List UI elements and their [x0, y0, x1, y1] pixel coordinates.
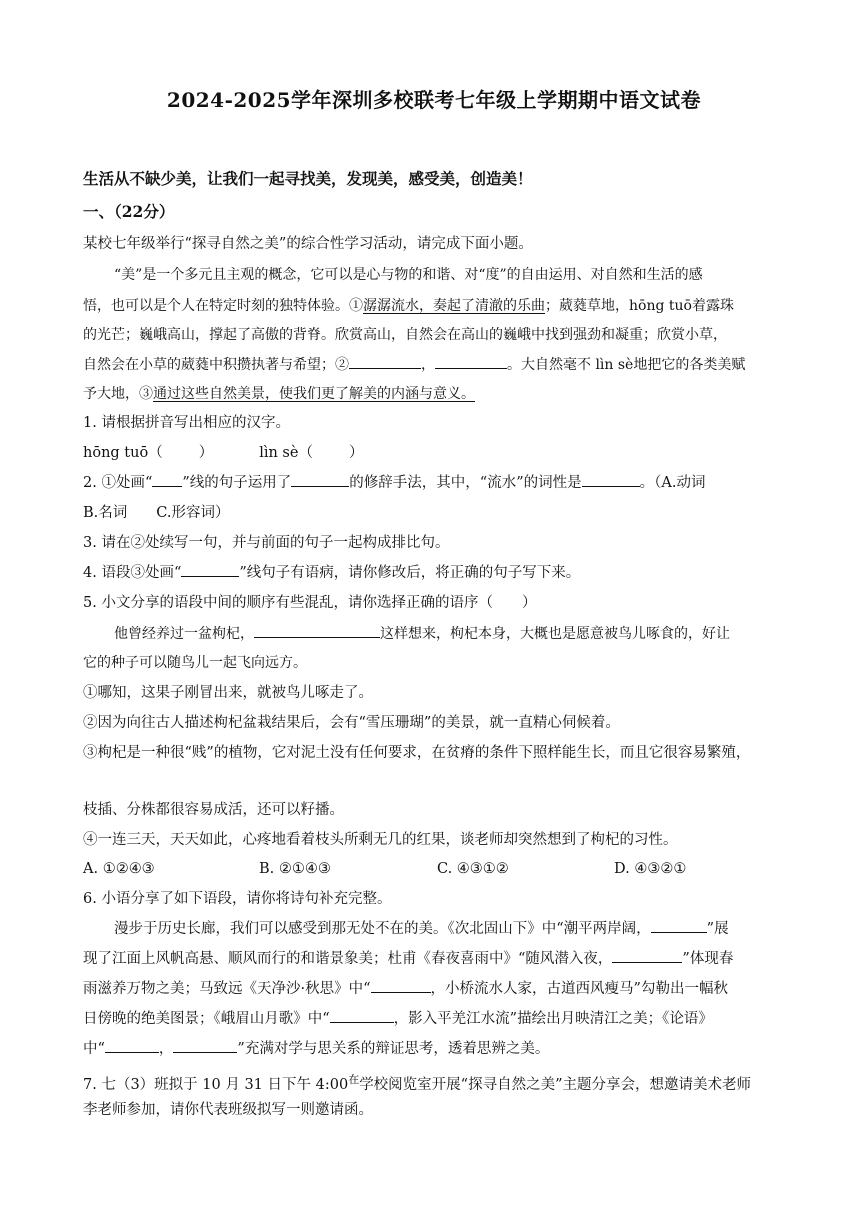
option-b[interactable]: B. ②①④③ — [259, 861, 331, 877]
passage-line-1: “美”是一个多元且主观的概念，它可以是心与物的和谐、对“度”的自由运用、对自然和生活的感 — [114, 267, 703, 283]
passage-line-3: 的光芒；巍峨高山，撑起了高傲的背脊。欣赏高山，自然会在高山的巍峨中找到强劲和凝重；欣赏小草， — [83, 327, 727, 343]
underlined-sentence-3: 通过这些自然美景，使我们更了解美的内涵与意义。 — [153, 386, 475, 402]
section-heading: 一、（22分） — [83, 202, 175, 221]
question-6: 6. 小语分享了如下语段，请你将诗句补充完整。 — [83, 891, 392, 907]
question-7-continued: 李老师参加，请你代表班级拟写一则邀请函。 — [83, 1102, 373, 1118]
passage-line-4: 自然会在小草的葳蕤中积攒执著与希望；② ， 。大自然毫不 lìn sè地把它的各类美赋 — [83, 354, 793, 376]
answer-blank[interactable] — [651, 918, 707, 933]
question-2-options: B.名词 C.形容词） — [83, 505, 230, 521]
answer-blank[interactable] — [330, 1008, 394, 1023]
answer-blank[interactable] — [152, 472, 182, 487]
question-6-line-3: 雨滋养万物之美；马致远《天净沙·秋思》中“ ，小桥流水人家，古道西风瘦马”勾勒出一幅秋 — [83, 978, 793, 1000]
page-title: 2024-2025学年深圳多校联考七年级上学期期中语文试卷 — [166, 88, 702, 112]
sentence-1: ①哪知，这果子刚冒出来，就被鸟儿啄走了。 — [83, 685, 373, 701]
answer-blank[interactable] — [173, 1038, 237, 1053]
passage-line-5: 予大地，③通过这些自然美景，使我们更了解美的内涵与意义。 — [83, 386, 475, 402]
answer-blank[interactable] — [105, 1038, 159, 1053]
answer-blank[interactable] — [582, 472, 640, 487]
question-1-pinyin: hōng tuō（ ） lìn sè（ ） — [83, 445, 364, 461]
question-5-text-line-2: 它的种子可以随鸟儿一起飞向远方。 — [83, 655, 307, 671]
answer-blank[interactable] — [349, 354, 421, 369]
underlined-sentence-1: 潺潺流水，奏起了清澈的乐曲 — [363, 298, 545, 314]
question-5-text-line-1: 他曾经养过一盆枸杞， 这样想来，枸杞本身，大概也是愿意被鸟儿啄食的，好让 — [114, 623, 794, 645]
question-1: 1. 请根据拼音写出相应的汉字。 — [83, 415, 290, 431]
answer-blank[interactable] — [254, 623, 380, 638]
question-6-line-1: 漫步于历史长廊，我们可以感受到那无处不在的美。《次北固山下》中“潮平两岸阔， ”展 — [114, 918, 794, 940]
intro-text: 某校七年级举行“探寻自然之美”的综合性学习活动，请完成下面小题。 — [83, 236, 533, 252]
answer-blank[interactable] — [371, 978, 431, 993]
answer-blank[interactable] — [291, 472, 349, 487]
sentence-4: ④一连三天，天天如此，心疼地看着枝头所剩无几的红果，谈老师却突然想到了枸杞的习性。 — [83, 832, 678, 848]
sentence-3: ③枸杞是一种很“贱”的植物，它对泥土没有任何要求，在贫瘠的条件下照样能生长，而且它很容易繁殖， — [83, 745, 751, 761]
answer-blank[interactable] — [612, 948, 682, 963]
sentence-2: ②因为向往古人描述枸杞盆栽结果后，会有“雪压珊瑚”的美景，就一直精心伺候着。 — [83, 715, 620, 731]
option-d[interactable]: D. ④③②① — [614, 861, 687, 877]
question-4: 4. 语段③处画“ ”线句子有语病，请你修改后，将正确的句子写下来。 — [83, 562, 793, 584]
passage-line-2: 悟，也可以是个人在特定时刻的独特体验。①潺潺流水，奏起了清澈的乐曲；葳蕤草地，hōng tuō着露珠 — [83, 298, 734, 314]
slogan: 生活从不缺少美，让我们一起寻找美，发现美，感受美，创造美！ — [83, 169, 533, 188]
question-7: 7. 七（3）班拟于 10 月 31 日下午 $4:00^在$学校阅览室开展“探寻自然之美”主题分享会，想邀请美术老师 — [83, 1073, 752, 1093]
question-5: 5. 小文分享的语段中间的顺序有些混乱，请你选择正确的语序（ ） — [83, 595, 537, 611]
option-a[interactable]: A. ①②④③ — [83, 861, 155, 877]
answer-blank[interactable] — [435, 354, 507, 369]
option-c[interactable]: C. ④③①② — [437, 861, 509, 877]
question-6-line-2: 现了江面上风帆高悬、顺风而行的和谐景象美；杜甫《春夜喜雨中》“随风潜入夜， ”体现春 — [83, 948, 793, 970]
question-6-line-4: 日傍晚的绝美图景；《峨眉山月歌》中“ ，影入平羌江水流”描绘出月映清江之美；《论语》 — [83, 1008, 793, 1030]
sentence-3-continued: 枝插、分株都很容易成活，还可以籽播。 — [83, 802, 344, 818]
question-3: 3. 请在②处续写一句，并与前面的句子一起构成排比句。 — [83, 535, 450, 551]
answer-blank[interactable] — [181, 562, 239, 577]
question-2: 2. ①处画“ ”线的句子运用了 的修辞手法，其中，“流水”的词性是 。（A.动词 — [83, 472, 793, 494]
question-6-line-5: 中“ ， ”充满对学与思关系的辩证思考，透着思辨之美。 — [83, 1038, 793, 1060]
